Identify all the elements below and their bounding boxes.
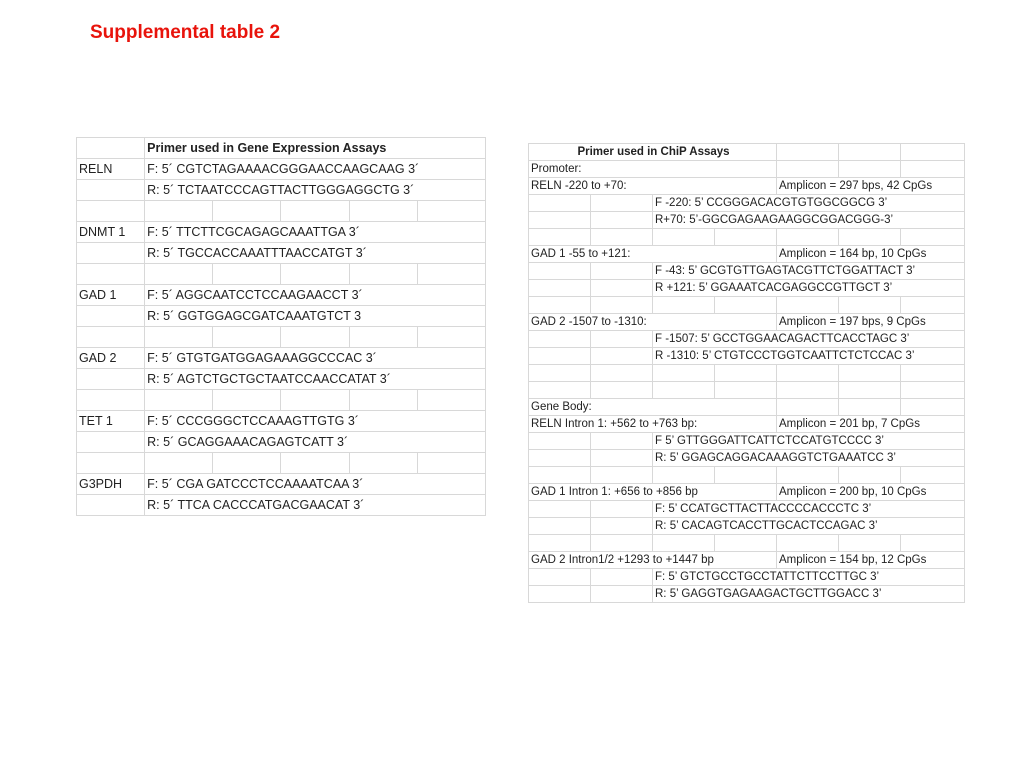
- primer-sequence-cell: F: 5´ AGGCAATCCTCCAAGAACCT 3´: [145, 285, 486, 306]
- chip-table-row: [529, 569, 965, 586]
- gene-name-cell: [77, 306, 145, 327]
- gene-table-row: [77, 243, 486, 264]
- region-label-cell: GAD 2 Intron1/2 +1293 to +1447 bp: [529, 552, 777, 569]
- amplicon-cell: Amplicon = 164 bp, 10 CpGs: [777, 246, 965, 263]
- empty-cell: [349, 201, 417, 222]
- empty-cell: [145, 264, 213, 285]
- gene-table-row: [77, 390, 486, 411]
- empty-cell: [653, 535, 715, 552]
- region-label-cell: GAD 1 -55 to +121:: [529, 246, 777, 263]
- chip-table-row: [529, 348, 965, 365]
- gene-table-row: [77, 411, 486, 432]
- empty-cell: [529, 212, 591, 229]
- chip-table-row: [529, 484, 965, 501]
- empty-cell: [417, 201, 485, 222]
- header-empty-cell: [777, 144, 839, 161]
- empty-cell: [777, 161, 839, 178]
- empty-cell: [213, 453, 281, 474]
- empty-cell: [901, 161, 965, 178]
- header-empty-cell: [839, 144, 901, 161]
- page-title: Supplemental table 2: [90, 22, 281, 43]
- primer-sequence-cell: R: 5´ TCTAATCCCAGTTACTTGGGAGGCTG 3´: [145, 180, 486, 201]
- empty-cell: [213, 327, 281, 348]
- empty-cell: [213, 201, 281, 222]
- primer-sequence-cell: F: 5’ CCATGCTTACTTACCCCACCCTC 3’: [653, 501, 965, 518]
- chip-table-row: [529, 331, 965, 348]
- empty-cell: [529, 535, 591, 552]
- empty-cell: [715, 229, 777, 246]
- chip-table-row: [529, 450, 965, 467]
- empty-cell: [591, 212, 653, 229]
- empty-cell: [777, 399, 839, 416]
- region-label-cell: RELN Intron 1: +562 to +763 bp:: [529, 416, 777, 433]
- empty-cell: [529, 365, 591, 382]
- chip-table-row: [529, 552, 965, 569]
- primer-sequence-cell: F -43: 5’ GCGTGTTGAGTACGTTCTGGATTACT 3’: [653, 263, 965, 280]
- primer-sequence-cell: R: 5’ GGAGCAGGACAAAGGTCTGAAATCC 3’: [653, 450, 965, 467]
- gene-table-row: [77, 159, 486, 180]
- region-label-cell: RELN -220 to +70:: [529, 178, 777, 195]
- chip-table-row: [529, 433, 965, 450]
- empty-cell: [591, 348, 653, 365]
- chip-table-row: [529, 178, 965, 195]
- section-label-cell: Gene Body:: [529, 399, 777, 416]
- empty-cell: [901, 467, 965, 484]
- chip-table-row: [529, 212, 965, 229]
- header-empty-cell: [77, 138, 145, 159]
- empty-cell: [77, 390, 145, 411]
- gene-table-row: [77, 369, 486, 390]
- gene-table-row: [77, 474, 486, 495]
- empty-cell: [591, 280, 653, 297]
- gene-table-row: [77, 222, 486, 243]
- chip-table-row: [529, 263, 965, 280]
- empty-cell: [77, 201, 145, 222]
- empty-cell: [715, 297, 777, 314]
- empty-cell: [417, 453, 485, 474]
- empty-cell: [77, 264, 145, 285]
- empty-cell: [839, 229, 901, 246]
- empty-cell: [653, 229, 715, 246]
- empty-cell: [901, 229, 965, 246]
- section-label-cell: Promoter:: [529, 161, 777, 178]
- gene-name-cell: [77, 369, 145, 390]
- gene-table-row: [77, 285, 486, 306]
- empty-cell: [349, 264, 417, 285]
- empty-cell: [839, 365, 901, 382]
- empty-cell: [777, 535, 839, 552]
- chip-table-row: [529, 297, 965, 314]
- empty-cell: [213, 264, 281, 285]
- gene-name-cell: RELN: [77, 159, 145, 180]
- primer-sequence-cell: R +121: 5’ GGAAATCACGAGGCCGTTGCT 3’: [653, 280, 965, 297]
- empty-cell: [901, 365, 965, 382]
- gene-table-row: [77, 453, 486, 474]
- gene-name-cell: GAD 2: [77, 348, 145, 369]
- chip-table-row: [529, 246, 965, 263]
- gene-name-cell: G3PDH: [77, 474, 145, 495]
- gene-name-cell: [77, 432, 145, 453]
- empty-cell: [591, 569, 653, 586]
- empty-cell: [591, 586, 653, 603]
- chip-table-row: [529, 382, 965, 399]
- gene-name-cell: TET 1: [77, 411, 145, 432]
- empty-cell: [591, 535, 653, 552]
- gene-table-row: [77, 327, 486, 348]
- empty-cell: [839, 535, 901, 552]
- empty-cell: [281, 327, 349, 348]
- empty-cell: [591, 229, 653, 246]
- empty-cell: [715, 467, 777, 484]
- chip-table-row: [529, 416, 965, 433]
- gene-name-cell: DNMT 1: [77, 222, 145, 243]
- empty-cell: [839, 399, 901, 416]
- empty-cell: [591, 501, 653, 518]
- primer-sequence-cell: R: 5´ AGTCTGCTGCTAATCCAACCATAT 3´: [145, 369, 486, 390]
- empty-cell: [777, 467, 839, 484]
- empty-cell: [349, 327, 417, 348]
- gene-table-row: [77, 264, 486, 285]
- empty-cell: [591, 297, 653, 314]
- empty-cell: [777, 365, 839, 382]
- primer-sequence-cell: R+70: 5’-GGCGAGAAGAAGGCGGACGGG-3’: [653, 212, 965, 229]
- empty-cell: [529, 467, 591, 484]
- primer-sequence-cell: F -1507: 5’ GCCTGGAACAGACTTCACCTAGC 3’: [653, 331, 965, 348]
- empty-cell: [591, 263, 653, 280]
- chip-assay-primer-table: [528, 143, 965, 603]
- empty-cell: [529, 501, 591, 518]
- primer-sequence-cell: R: 5´ TGCCACCAAATTTAACCATGT 3´: [145, 243, 486, 264]
- primer-sequence-cell: F: 5´ CGTCTAGAAAACGGGAACCAAGCAAG 3´: [145, 159, 486, 180]
- empty-cell: [529, 263, 591, 280]
- empty-cell: [591, 450, 653, 467]
- primer-sequence-cell: F: 5´ CCCGGGCTCCAAAGTTGTG 3´: [145, 411, 486, 432]
- empty-cell: [715, 382, 777, 399]
- amplicon-cell: Amplicon = 154 bp, 12 CpGs: [777, 552, 965, 569]
- empty-cell: [529, 297, 591, 314]
- empty-cell: [529, 586, 591, 603]
- chip-table-row: [529, 365, 965, 382]
- empty-cell: [529, 229, 591, 246]
- gene-table-row: [77, 432, 486, 453]
- empty-cell: [529, 348, 591, 365]
- primer-sequence-cell: R: 5’ CACAGTCACCTTGCACTCCAGAC 3’: [653, 518, 965, 535]
- gene-name-cell: [77, 180, 145, 201]
- primer-sequence-cell: R: 5´ GGTGGAGCGATCAAATGTCT 3: [145, 306, 486, 327]
- empty-cell: [901, 399, 965, 416]
- amplicon-cell: Amplicon = 297 bps, 42 CpGs: [777, 178, 965, 195]
- empty-cell: [591, 467, 653, 484]
- gene-table-row: [77, 201, 486, 222]
- empty-cell: [417, 264, 485, 285]
- empty-cell: [653, 382, 715, 399]
- empty-cell: [417, 327, 485, 348]
- gene-table-row: [77, 180, 486, 201]
- empty-cell: [591, 518, 653, 535]
- amplicon-cell: Amplicon = 201 bp, 7 CpGs: [777, 416, 965, 433]
- chip-table-header-row: [529, 144, 965, 161]
- empty-cell: [777, 297, 839, 314]
- chip-table-row: [529, 586, 965, 603]
- empty-cell: [839, 161, 901, 178]
- chip-table-header: Primer used in ChiP Assays: [529, 144, 777, 161]
- empty-cell: [715, 535, 777, 552]
- primer-sequence-cell: F: 5’ GTCTGCCTGCCTATTCTTCCTTGC 3’: [653, 569, 965, 586]
- empty-cell: [777, 229, 839, 246]
- chip-table-row: [529, 535, 965, 552]
- header-empty-cell: [901, 144, 965, 161]
- gene-table-row: [77, 348, 486, 369]
- empty-cell: [281, 201, 349, 222]
- chip-table-row: [529, 399, 965, 416]
- empty-cell: [901, 297, 965, 314]
- empty-cell: [417, 390, 485, 411]
- primer-sequence-cell: R: 5’ GAGGTGAGAAGACTGCTTGGACC 3’: [653, 586, 965, 603]
- chip-table-row: [529, 518, 965, 535]
- chip-table-row: [529, 229, 965, 246]
- primer-sequence-cell: R: 5´ TTCA CACCCATGACGAACAT 3´: [145, 495, 486, 516]
- empty-cell: [591, 331, 653, 348]
- empty-cell: [529, 433, 591, 450]
- primer-sequence-cell: F: 5´ CGA GATCCCTCCAAAATCAA 3´: [145, 474, 486, 495]
- empty-cell: [839, 467, 901, 484]
- primer-sequence-cell: F: 5´ GTGTGATGGAGAAAGGCCCAC 3´: [145, 348, 486, 369]
- empty-cell: [591, 382, 653, 399]
- empty-cell: [529, 450, 591, 467]
- empty-cell: [529, 331, 591, 348]
- primer-sequence-cell: R: 5´ GCAGGAAACAGAGTCATT 3´: [145, 432, 486, 453]
- primer-sequence-cell: F 5’ GTTGGGATTCATTCTCCATGTCCCC 3’: [653, 433, 965, 450]
- empty-cell: [77, 327, 145, 348]
- empty-cell: [529, 382, 591, 399]
- empty-cell: [529, 195, 591, 212]
- empty-cell: [715, 365, 777, 382]
- gene-table-row: [77, 495, 486, 516]
- amplicon-cell: Amplicon = 197 bps, 9 CpGs: [777, 314, 965, 331]
- gene-name-cell: [77, 243, 145, 264]
- empty-cell: [777, 382, 839, 399]
- chip-table-row: [529, 280, 965, 297]
- empty-cell: [529, 518, 591, 535]
- chip-table-row: [529, 195, 965, 212]
- empty-cell: [839, 382, 901, 399]
- empty-cell: [653, 297, 715, 314]
- primer-sequence-cell: F -220: 5’ CCGGGACACGTGTGGCGGCG 3’: [653, 195, 965, 212]
- region-label-cell: GAD 1 Intron 1: +656 to +856 bp: [529, 484, 777, 501]
- chip-table-row: [529, 314, 965, 331]
- empty-cell: [145, 390, 213, 411]
- chip-table-row: [529, 467, 965, 484]
- empty-cell: [145, 327, 213, 348]
- empty-cell: [529, 569, 591, 586]
- empty-cell: [591, 433, 653, 450]
- region-label-cell: GAD 2 -1507 to -1310:: [529, 314, 777, 331]
- empty-cell: [349, 390, 417, 411]
- gene-expression-primer-table: [76, 137, 486, 516]
- empty-cell: [145, 201, 213, 222]
- gene-table-header: Primer used in Gene Expression Assays: [145, 138, 486, 159]
- empty-cell: [591, 195, 653, 212]
- chip-table-row: [529, 161, 965, 178]
- empty-cell: [213, 390, 281, 411]
- primer-sequence-cell: R -1310: 5’ CTGTCCCTGGTCAATTCTCTCCAC 3’: [653, 348, 965, 365]
- empty-cell: [145, 453, 213, 474]
- primer-sequence-cell: F: 5´ TTCTTCGCAGAGCAAATTGA 3´: [145, 222, 486, 243]
- empty-cell: [653, 467, 715, 484]
- empty-cell: [591, 365, 653, 382]
- amplicon-cell: Amplicon = 200 bp, 10 CpGs: [777, 484, 965, 501]
- empty-cell: [281, 264, 349, 285]
- empty-cell: [901, 535, 965, 552]
- empty-cell: [77, 453, 145, 474]
- empty-cell: [281, 390, 349, 411]
- empty-cell: [349, 453, 417, 474]
- gene-name-cell: [77, 495, 145, 516]
- empty-cell: [653, 365, 715, 382]
- chip-table-row: [529, 501, 965, 518]
- gene-name-cell: GAD 1: [77, 285, 145, 306]
- gene-table-header-row: [77, 138, 486, 159]
- empty-cell: [839, 297, 901, 314]
- empty-cell: [281, 453, 349, 474]
- empty-cell: [529, 280, 591, 297]
- empty-cell: [901, 382, 965, 399]
- gene-table-row: [77, 306, 486, 327]
